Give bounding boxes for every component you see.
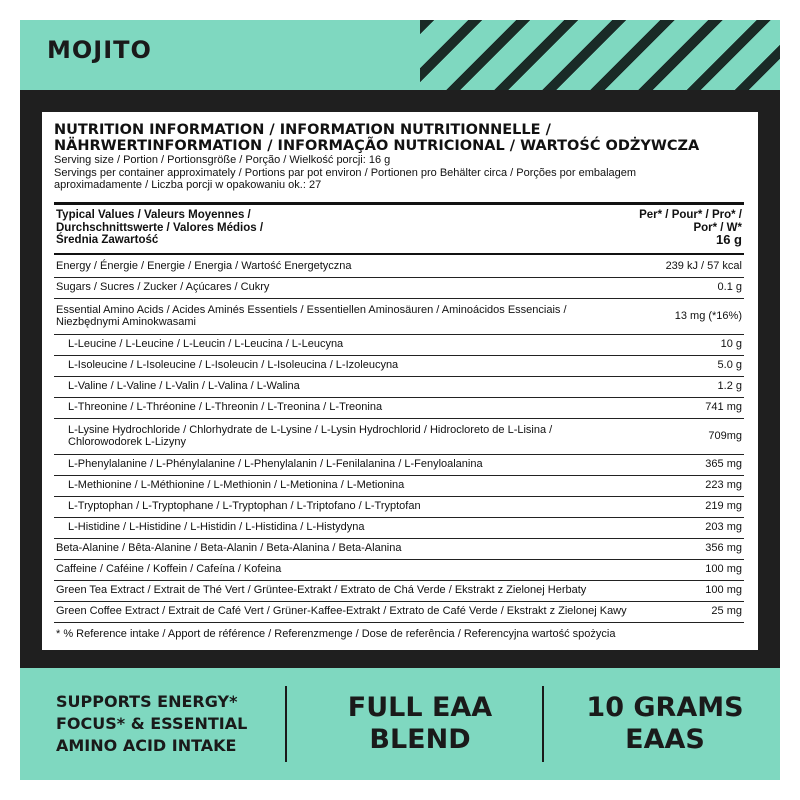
- nutrient-value: 0.1 g: [630, 277, 744, 298]
- nutrition-panel: [42, 112, 758, 650]
- table-row: [54, 256, 744, 277]
- nutrient-name: Green Coffee Extract / Extrait de Café Vert / Grüner-Kaffee-Extrakt / Extrato de Café Verde / Ekstrakt z Zielonej Kawy: [54, 601, 630, 622]
- nutrient-value: 223 mg: [630, 475, 744, 496]
- claim-full-eaa: [300, 668, 540, 780]
- claims-band: [20, 668, 780, 780]
- nutrient-value: 356 mg: [630, 538, 744, 559]
- nutrient-name: Caffeine / Caféine / Koffein / Cafeína / Kofeina: [54, 559, 630, 580]
- serving-size: Serving size / Portion / Portionsgröße / Porção / Wielkość porcji: 16 g: [54, 154, 391, 166]
- nutrient-value: 100 mg: [630, 580, 744, 601]
- reference-intake-note: * % Reference intake / Apport de référence / Referenzmenge / Dose de referência / Referencyjna wartość spożycia: [56, 628, 616, 640]
- nutrient-name: L-Threonine / L-Thréonine / L-Threonin / L-Treonina / L-Treonina: [54, 397, 630, 418]
- nutrient-name: L-Lysine Hydrochloride / Chlorhydrate de L-Lysine / L-Lysin Hydrochlorid / Hidrocloreto de L-Lisina / Chlorowodorek L-Lizyny: [54, 418, 630, 454]
- per-serving-label: [542, 209, 742, 247]
- typical-values-line2: Durchschnittswerte / Valores Médios /: [56, 221, 264, 234]
- table-divider: [54, 253, 744, 255]
- nutrient-name: L-Tryptophan / L-Tryptophane / L-Tryptophan / L-Triptofano / L-Tryptofan: [54, 496, 630, 517]
- nutrient-name: L-Methionine / L-Méthionine / L-Methionin / L-Metionina / L-Metionina: [54, 475, 630, 496]
- header-divider: [54, 202, 744, 205]
- table-row: [54, 355, 744, 376]
- nutrition-title-line1: NUTRITION INFORMATION / INFORMATION NUTRITIONNELLE /: [54, 122, 551, 138]
- claim-energy-line2: FOCUS* & ESSENTIAL: [56, 714, 248, 733]
- per-serving-line2: Por* / W*: [693, 221, 742, 234]
- nutrient-value: 203 mg: [630, 517, 744, 538]
- nutrient-value: 365 mg: [630, 454, 744, 475]
- claim-full-eaa-line2: BLEND: [369, 724, 471, 755]
- nutrient-value: 5.0 g: [630, 355, 744, 376]
- nutrient-value: 741 mg: [630, 397, 744, 418]
- flavor-name: MOJITO: [47, 36, 152, 64]
- nutrient-name: Beta-Alanine / Bêta-Alanine / Beta-Alanin / Beta-Alanina / Beta-Alanina: [54, 538, 630, 559]
- nutrition-header: [54, 122, 744, 192]
- nutrient-value: 100 mg: [630, 559, 744, 580]
- per-serving-amount: 16 g: [715, 232, 742, 247]
- nutrient-value: 709mg: [630, 418, 744, 454]
- nutrient-name: L-Isoleucine / L-Isoleucine / L-Isoleucin / L-Isoleucina / L-Izoleucyna: [54, 355, 630, 376]
- nutrient-value: 1.2 g: [630, 376, 744, 397]
- nutrient-name: L-Histidine / L-Histidine / L-Histidin / L-Histidina / L-Histydyna: [54, 517, 630, 538]
- table-row: [54, 517, 744, 538]
- table-row: [54, 580, 744, 601]
- table-row: [54, 277, 744, 298]
- nutrient-value: 25 mg: [630, 601, 744, 622]
- typical-values-label: [56, 209, 263, 247]
- claim-10-grams-line2: EAAS: [625, 724, 705, 755]
- servings-per-container-line1: Servings per container approximately / Portions par pot environ / Portionen pro Behälter circa / Porções por embalagem: [54, 166, 637, 179]
- table-row: [54, 496, 744, 517]
- diagonal-stripes: [420, 20, 780, 90]
- nutrition-table: [54, 256, 744, 646]
- nutrient-name: Sugars / Sucres / Zucker / Açúcares / Cukry: [54, 277, 630, 298]
- flavor-band: [20, 20, 780, 90]
- per-serving-line1: Per* / Pour* / Pro* /: [639, 209, 742, 221]
- typical-values-line1: Typical Values / Valeurs Moyennes /: [56, 209, 251, 221]
- nutrient-value: 219 mg: [630, 496, 744, 517]
- nutrient-name: Essential Amino Acids / Acides Aminés Essentiels / Essentiellen Aminosäuren / Aminoácidos Essenciais / Niezbędnymi Aminokwasami: [54, 298, 630, 334]
- table-row: [54, 475, 744, 496]
- typical-values-line3: Średnia Zawartość: [56, 234, 159, 246]
- table-row: [54, 538, 744, 559]
- table-row: [54, 559, 744, 580]
- table-row: [54, 601, 744, 622]
- table-row: [54, 622, 744, 646]
- claim-10-grams-line1: 10 GRAMS: [586, 692, 744, 723]
- table-row: [54, 397, 744, 418]
- nutrition-title-line2: NÄHRWERTINFORMATION / INFORMAÇÃO NUTRICIONAL / WARTOŚĆ ODŻYWCZA: [54, 138, 700, 154]
- table-row: [54, 454, 744, 475]
- nutrient-name: L-Valine / L-Valine / L-Valin / L-Valina / L-Walina: [54, 376, 630, 397]
- claim-full-eaa-line1: FULL EAA: [347, 692, 493, 723]
- servings-per-container-line2: aproximadamente / Liczba porcji w opakowaniu ok.: 27: [54, 179, 322, 191]
- claim-10-grams: [560, 668, 770, 780]
- claim-energy-line1: SUPPORTS ENERGY*: [56, 692, 238, 711]
- table-row: [54, 376, 744, 397]
- claim-separator: [285, 686, 287, 762]
- nutrient-name: Energy / Énergie / Energie / Energia / Wartość Energetyczna: [54, 256, 630, 277]
- nutrient-value: 13 mg (*16%): [630, 298, 744, 334]
- table-row: [54, 334, 744, 355]
- nutrient-value: 10 g: [630, 334, 744, 355]
- nutrient-name: Green Tea Extract / Extrait de Thé Vert / Grüntee-Extrakt / Extrato de Chá Verde / Ekstrakt z Zielonej Herbaty: [54, 580, 630, 601]
- nutrient-name: L-Phenylalanine / L-Phénylalanine / L-Phenylalanin / L-Fenilalanina / L-Fenyloalanina: [54, 454, 630, 475]
- claim-energy-line3: AMINO ACID INTAKE: [56, 736, 237, 755]
- claim-separator: [542, 686, 544, 762]
- table-row: [54, 298, 744, 334]
- nutrient-name: L-Leucine / L-Leucine / L-Leucin / L-Leucina / L-Leucyna: [54, 334, 630, 355]
- table-row: [54, 418, 744, 454]
- claim-energy-focus: [56, 668, 276, 780]
- typical-values-header: [54, 207, 744, 253]
- nutrient-value: 239 kJ / 57 kcal: [630, 256, 744, 277]
